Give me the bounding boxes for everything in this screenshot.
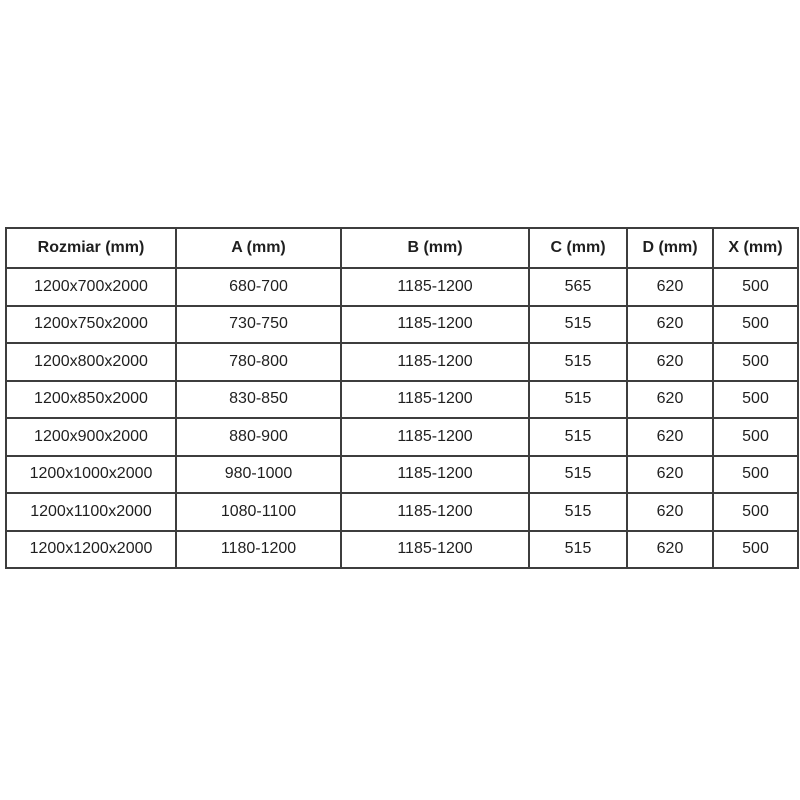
table-cell: 515	[529, 306, 627, 344]
header-cell-a: A (mm)	[176, 228, 341, 268]
table-cell: 1185-1200	[341, 456, 529, 494]
table-cell: 620	[627, 493, 713, 531]
table-cell: 680-700	[176, 268, 341, 306]
table-cell: 1200x1000x2000	[6, 456, 176, 494]
table-cell: 500	[713, 268, 798, 306]
table-row	[6, 418, 798, 456]
table-cell: 500	[713, 531, 798, 569]
table-cell: 1185-1200	[341, 381, 529, 419]
table-cell: 1185-1200	[341, 531, 529, 569]
table-cell: 500	[713, 493, 798, 531]
table-row	[6, 493, 798, 531]
table-cell: 1185-1200	[341, 418, 529, 456]
table-cell: 1200x850x2000	[6, 381, 176, 419]
header-cell-b: B (mm)	[341, 228, 529, 268]
table-cell: 565	[529, 268, 627, 306]
dimensions-table	[5, 227, 799, 569]
table-cell: 620	[627, 343, 713, 381]
table-row	[6, 343, 798, 381]
table-cell: 620	[627, 456, 713, 494]
table-cell: 1200x900x2000	[6, 418, 176, 456]
table-row	[6, 531, 798, 569]
table-cell: 515	[529, 456, 627, 494]
table-body	[6, 268, 798, 568]
table-cell: 1200x700x2000	[6, 268, 176, 306]
table-cell: 1185-1200	[341, 493, 529, 531]
table-row	[6, 381, 798, 419]
table-cell: 1185-1200	[341, 306, 529, 344]
table-row	[6, 456, 798, 494]
table-cell: 500	[713, 343, 798, 381]
table-row	[6, 268, 798, 306]
table-cell: 500	[713, 306, 798, 344]
table-cell: 515	[529, 531, 627, 569]
table-cell: 515	[529, 418, 627, 456]
table-cell: 620	[627, 381, 713, 419]
table-cell: 1200x1100x2000	[6, 493, 176, 531]
table-cell: 980-1000	[176, 456, 341, 494]
table-cell: 620	[627, 418, 713, 456]
table-cell: 620	[627, 531, 713, 569]
table-cell: 1200x1200x2000	[6, 531, 176, 569]
table-cell: 1185-1200	[341, 268, 529, 306]
table-cell: 880-900	[176, 418, 341, 456]
table-header-row	[6, 228, 798, 268]
table-cell: 620	[627, 268, 713, 306]
table-cell: 515	[529, 381, 627, 419]
table-cell: 780-800	[176, 343, 341, 381]
header-cell-rozmiar: Rozmiar (mm)	[6, 228, 176, 268]
table-cell: 830-850	[176, 381, 341, 419]
table-cell: 1200x750x2000	[6, 306, 176, 344]
table-cell: 1180-1200	[176, 531, 341, 569]
table-cell: 500	[713, 456, 798, 494]
header-cell-c: C (mm)	[529, 228, 627, 268]
header-cell-x: X (mm)	[713, 228, 798, 268]
header-cell-d: D (mm)	[627, 228, 713, 268]
table-cell: 1080-1100	[176, 493, 341, 531]
table-cell: 620	[627, 306, 713, 344]
table-cell: 515	[529, 493, 627, 531]
table-cell: 500	[713, 418, 798, 456]
table-cell: 730-750	[176, 306, 341, 344]
table-cell: 500	[713, 381, 798, 419]
table-cell: 1185-1200	[341, 343, 529, 381]
table-row	[6, 306, 798, 344]
table-cell: 1200x800x2000	[6, 343, 176, 381]
table-cell: 515	[529, 343, 627, 381]
